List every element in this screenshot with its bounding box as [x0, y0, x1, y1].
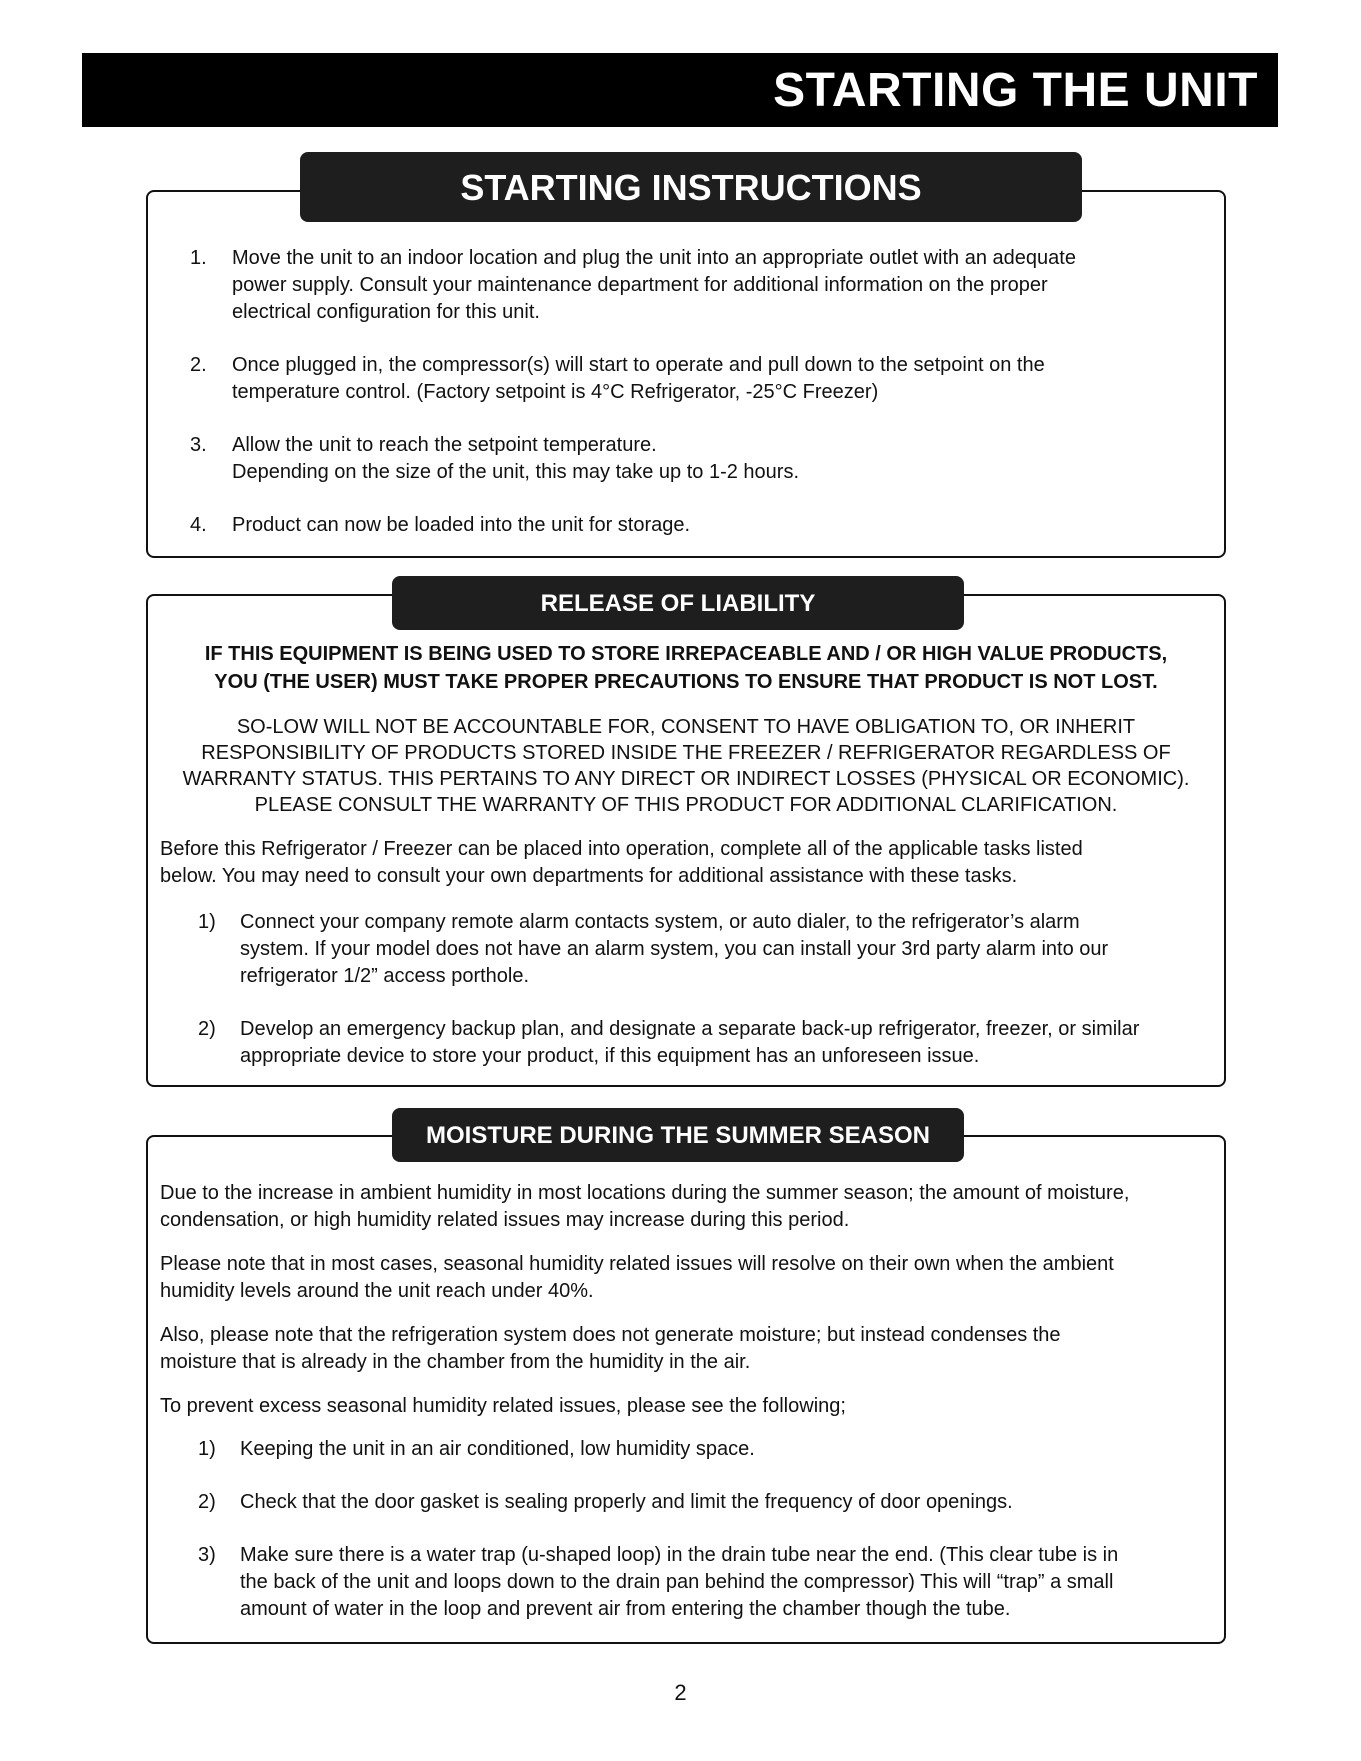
list-item-line: appropriate device to store your product, if this equipment has an unforeseen issue. [240, 1045, 980, 1067]
liability-intro [160, 836, 1220, 890]
list-item-line: amount of water in the loop and prevent air from entering the chamber though the tube. [240, 1598, 1011, 1620]
list-item-number: 2) [198, 1018, 216, 1040]
list-item-line: Move the unit to an indoor location and plug the unit into an appropriate outlet with an adequate [232, 247, 1076, 269]
liability-task-list [198, 909, 1208, 1096]
intro-line: Before this Refrigerator / Freezer can be placed into operation, complete all of the applicable tasks listed [160, 838, 1083, 860]
list-item-line: Keeping the unit in an air conditioned, low humidity space. [240, 1438, 755, 1460]
paragraph-line: Due to the increase in ambient humidity in most locations during the summer season; the amount of moisture, [160, 1182, 1130, 1204]
moisture-paragraphs [160, 1180, 1220, 1420]
disclaimer-line: WARRANTY STATUS. THIS PERTAINS TO ANY DIRECT OR INDIRECT LOSSES (PHYSICAL OR ECONOMIC). [182, 768, 1190, 790]
list-item-number: 1) [198, 1438, 216, 1460]
paragraph-line: condensation, or high humidity related issues may increase during this period. [160, 1209, 850, 1231]
list-item-line: electrical configuration for this unit. [232, 301, 540, 323]
paragraph-line: Also, please note that the refrigeration system does not generate moisture; but instead condenses the [160, 1324, 1061, 1346]
list-item-number: 2) [198, 1491, 216, 1513]
list-item-number: 4. [190, 514, 207, 536]
disclaimer-line: RESPONSIBILITY OF PRODUCTS STORED INSIDE THE FREEZER / REFRIGERATOR REGARDLESS OF [201, 742, 1171, 764]
warning-line: IF THIS EQUIPMENT IS BEING USED TO STORE IRREPACEABLE AND / OR HIGH VALUE PRODUCTS, [204, 643, 1168, 665]
page-number: 2 [674, 1680, 687, 1705]
list-item [190, 352, 1180, 406]
release-of-liability-tab: RELEASE OF LIABILITY [392, 576, 964, 630]
list-item [190, 245, 1180, 326]
list-item-line: Develop an emergency backup plan, and designate a separate back-up refrigerator, freezer, or similar [240, 1018, 1140, 1040]
liability-warning [146, 640, 1226, 696]
list-item-number: 2. [190, 354, 207, 376]
paragraph [160, 1322, 1220, 1376]
paragraph [160, 1251, 1220, 1305]
moisture-tips-list [198, 1436, 1208, 1649]
paragraph-line: Please note that in most cases, seasonal humidity related issues will resolve on their own when the ambient [160, 1253, 1114, 1275]
list-item-line: Depending on the size of the unit, this may take up to 1-2 hours. [232, 461, 800, 483]
starting-instructions-tab: STARTING INSTRUCTIONS [300, 152, 1082, 222]
list-item-line: Check that the door gasket is sealing properly and limit the frequency of door openings. [240, 1491, 1013, 1513]
disclaimer-line: SO-LOW WILL NOT BE ACCOUNTABLE FOR, CONSENT TO HAVE OBLIGATION TO, OR INHERIT [236, 716, 1136, 738]
list-item-line: power supply. Consult your maintenance department for additional information on the proper [232, 274, 1048, 296]
list-item-line: system. If your model does not have an alarm system, you can install your 3rd party alarm into our [240, 938, 1109, 960]
list-item-line: Connect your company remote alarm contacts system, or auto dialer, to the refrigerator’s alarm [240, 911, 1080, 933]
list-item-line: temperature control. (Factory setpoint is 4°C Refrigerator, -25°C Freezer) [232, 381, 879, 403]
list-item-line: Once plugged in, the compressor(s) will start to operate and pull down to the setpoint on the [232, 354, 1045, 376]
list-item [198, 1542, 1208, 1623]
list-item-line: the back of the unit and loops down to the drain pan behind the compressor) This will “trap” a small [240, 1571, 1114, 1593]
intro-line: below. You may need to consult your own departments for additional assistance with these tasks. [160, 865, 1018, 887]
list-item-line: Allow the unit to reach the setpoint temperature. [232, 434, 657, 456]
page-title: STARTING THE UNIT [773, 64, 1258, 117]
paragraph-line: humidity levels around the unit reach under 40%. [160, 1280, 594, 1302]
paragraph [160, 1393, 1220, 1420]
list-item-number: 3) [198, 1544, 216, 1566]
list-item-line: Product can now be loaded into the unit for storage. [232, 514, 691, 536]
list-item-number: 3. [190, 434, 207, 456]
list-item [198, 1489, 1208, 1516]
list-item-line: Make sure there is a water trap (u-shaped loop) in the drain tube near the end. (This clear tube is in [240, 1544, 1119, 1566]
list-item-number: 1) [198, 911, 216, 933]
liability-disclaimer [146, 714, 1226, 818]
list-item [190, 432, 1180, 486]
header-bar [82, 53, 1278, 127]
moisture-tab: MOISTURE DURING THE SUMMER SEASON [392, 1108, 964, 1162]
paragraph-line: moisture that is already in the chamber from the humidity in the air. [160, 1351, 751, 1373]
paragraph [160, 1180, 1220, 1234]
warning-line: YOU (THE USER) MUST TAKE PROPER PRECAUTIONS TO ENSURE THAT PRODUCT IS NOT LOST. [214, 671, 1158, 693]
list-item-line: refrigerator 1/2” access porthole. [240, 965, 530, 987]
list-item [198, 1016, 1208, 1070]
list-item-number: 1. [190, 247, 207, 269]
starting-instructions-list [190, 245, 1180, 565]
disclaimer-line: PLEASE CONSULT THE WARRANTY OF THIS PRODUCT FOR ADDITIONAL CLARIFICATION. [254, 794, 1118, 816]
list-item [198, 909, 1208, 990]
list-item [190, 512, 1180, 539]
list-item [198, 1436, 1208, 1463]
paragraph-line: To prevent excess seasonal humidity related issues, please see the following; [160, 1395, 846, 1417]
